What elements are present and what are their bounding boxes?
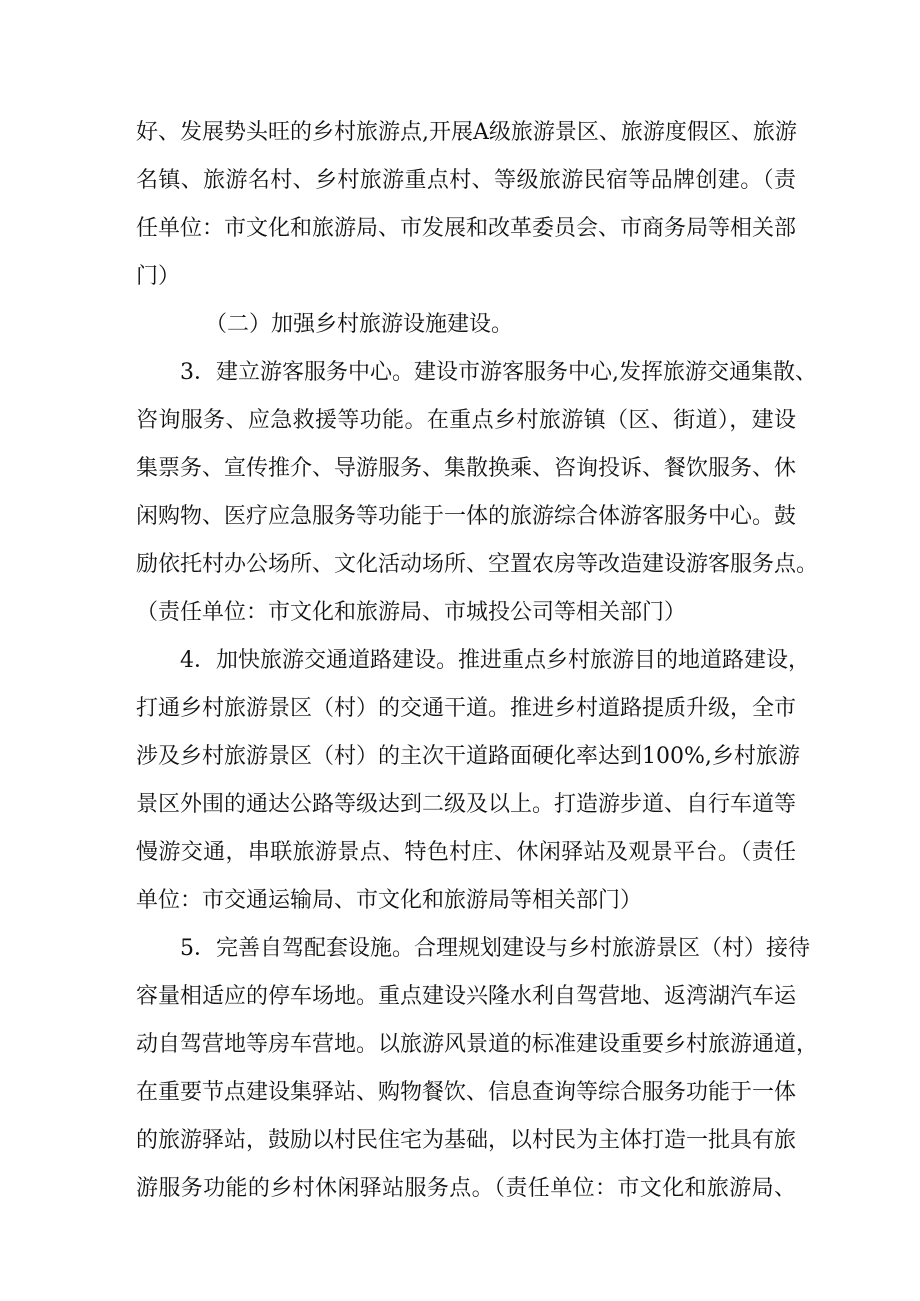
text-line: 景区外围的通达公路等级达到二级及以上。打造游步道、自行车道等 — [136, 792, 797, 817]
text-line: 闲购物、医疗应急服务等功能于一体的旅游综合体游客服务中心。鼓 — [136, 504, 797, 529]
text-line: 打通乡村旅游景区（村）的交通干道。推进乡村道路提质升级，全市 — [136, 696, 797, 721]
text-line: 咨询服务、应急救援等功能。在重点乡村旅游镇（区、街道），建设 — [136, 408, 796, 433]
text-line: 4．加快旅游交通道路建设。推进重点乡村旅游目的地道路建设， — [180, 648, 810, 673]
section-heading: （二）加强乡村旅游设施建设。 — [205, 312, 514, 337]
text-line: 任单位：市文化和旅游局、市发展和改革委员会、市商务局等相关部 — [136, 216, 797, 241]
text-line: 集票务、宣传推介、导游服务、集散换乘、咨询投诉、餐饮服务、休 — [136, 456, 797, 481]
text-line: 涉及乡村旅游景区（村）的主次干道路面硬化率达到100%,乡村旅游 — [136, 744, 800, 769]
text-line: 5．完善自驾配套设施。合理规划建设与乡村旅游景区（村）接待 — [180, 936, 810, 961]
text-line: 名镇、旅游名村、乡村旅游重点村、等级旅游民宿等品牌创建。（责 — [136, 168, 796, 193]
text-line: 在重要节点建设集驿站、购物餐饮、信息查询等综合服务功能于一体 — [136, 1080, 797, 1105]
text-line: 慢游交通，串联旅游景点、特色村庄、休闲驿站及观景平台。（责任 — [136, 840, 796, 865]
text-line: 单位：市交通运输局、市文化和旅游局等相关部门） — [136, 888, 643, 913]
text-line: 游服务功能的乡村休闲驿站服务点。（责任单位：市文化和旅游局、 — [136, 1176, 796, 1201]
text-line: （责任单位：市文化和旅游局、市城投公司等相关部门） — [136, 600, 687, 625]
text-line: 的旅游驿站，鼓励以村民住宅为基础，以村民为主体打造一批具有旅 — [136, 1128, 797, 1153]
text-line: 好、发展势头旺的乡村旅游点,开展A级旅游景区、旅游度假区、旅游 — [136, 120, 797, 145]
text-line: 容量相适应的停车场地。重点建设兴隆水利自驾营地、返湾湖汽车运 — [136, 984, 797, 1009]
text-line: 动自驾营地等房车营地。以旅游风景道的标准建设重要乡村旅游通道， — [136, 1032, 819, 1057]
text-line: 励依托村办公场所、文化活动场所、空置农房等改造建设游客服务点。 — [136, 552, 819, 577]
text-line: 3．建立游客服务中心。建设市游客服务中心,发挥旅游交通集散、 — [180, 360, 817, 385]
text-line: 门） — [136, 264, 181, 289]
